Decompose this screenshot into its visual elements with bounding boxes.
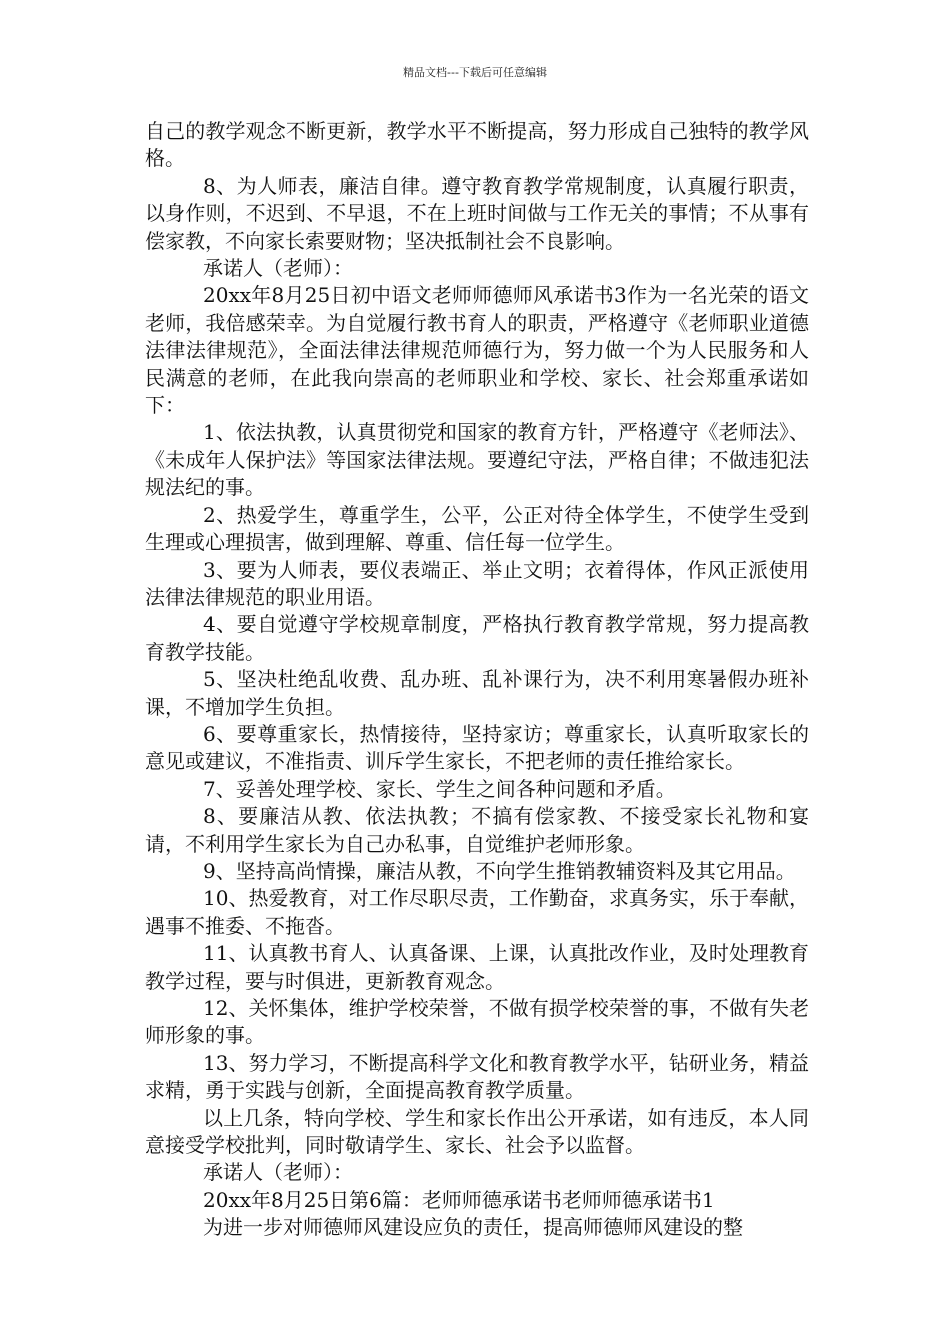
paragraph: 20xx年8月25日第6篇：老师师德承诺书老师师德承诺书1 bbox=[203, 1187, 715, 1212]
paragraph: 12、关怀集体，维护学校荣誉，不做有损学校荣誉的事，不做有失老师形象的事。 bbox=[145, 996, 809, 1048]
paragraph: 8、为人师表，廉洁自律。遵守教育教学常规制度，认真履行职责，以身作则，不迟到、不早退，不在上班时间做与工作无关的事情；不从事有偿家教，不向家长索要财物；坚决抵制社会不良影响。 bbox=[145, 173, 809, 253]
paragraph: 1、依法执教，认真贯彻党和国家的教育方针，严格遵守《老师法》、《未成年人保护法》等国家法律法规。要遵纪守法，严格自律；不做违犯法规法纪的事。 bbox=[145, 420, 809, 500]
paragraph: 10、热爱教育，对工作尽职尽责，工作勤奋，求真务实，乐于奉献，遇事不推委、不拖沓。 bbox=[145, 886, 809, 938]
paragraph: 为进一步对师德师风建设应负的责任，提高师德师风建设的整 bbox=[203, 1215, 743, 1240]
paragraph: 3、要为人师表，要仪表端正、举止文明；衣着得体，作风正派使用法律法律规范的职业用语。 bbox=[145, 557, 809, 609]
paragraph: 以上几条，特向学校、学生和家长作出公开承诺，如有违反，本人同意接受学校批判，同时敬请学生、家长、社会予以监督。 bbox=[145, 1105, 809, 1158]
paragraph: 4、要自觉遵守学校规章制度，严格执行教育教学常规，努力提高教育教学技能。 bbox=[145, 612, 809, 664]
paragraph: 6、要尊重家长，热情接待，坚持家访；尊重家长，认真听取家长的意见或建议，不准指责、训斥学生家长，不把老师的责任推给家长。 bbox=[145, 721, 809, 774]
paragraph: 承诺人（老师）： bbox=[203, 1160, 353, 1185]
paragraph: 9、坚持高尚情操，廉洁从教，不向学生推销教辅资料及其它用品。 bbox=[203, 858, 796, 883]
paragraph: 7、妥善处理学校、家长、学生之间各种问题和矛盾。 bbox=[203, 776, 676, 801]
paragraph: 8、要廉洁从教、依法执教；不搞有偿家教、不接受家长礼物和宴请，不利用学生家长为自己办私事，自觉维护老师形象。 bbox=[145, 804, 809, 856]
document-body bbox=[145, 118, 809, 1242]
paragraph: 5、坚决杜绝乱收费、乱办班、乱补课行为，决不利用寒暑假办班补课，不增加学生负担。 bbox=[145, 667, 809, 719]
paragraph: 11、认真教书育人、认真备课、上课，认真批改作业，及时处理教育教学过程，要与时俱进，更新教育观念。 bbox=[145, 941, 809, 993]
paragraph: 自己的教学观念不断更新，教学水平不断提高，努力形成自己独特的教学风格。 bbox=[145, 119, 809, 171]
paragraph: 20xx年8月25日初中语文老师师德师风承诺书3作为一名光荣的语文老师，我倍感荣幸。为自觉履行教书育人的职责，严格遵守《老师职业道德法律法律规范》，全面法律法律规范师德行为，努力做一个为人民服务和人民满意的老师，在此我向崇高的老师职业和学校、家长、社会郑重承诺如下： bbox=[145, 283, 809, 418]
paragraph: 13、努力学习，不断提高科学文化和教育教学水平，钻研业务，精益求精，勇于实践与创新，全面提高教育教学质量。 bbox=[145, 1050, 809, 1103]
paragraph: 2、热爱学生，尊重学生，公平，公正对待全体学生，不使学生受到生理或心理损害，做到理解、尊重、信任每一位学生。 bbox=[145, 502, 809, 555]
page-header: 精品文档---下载后可任意编辑 bbox=[403, 66, 547, 79]
paragraph: 承诺人（老师）： bbox=[203, 256, 353, 281]
